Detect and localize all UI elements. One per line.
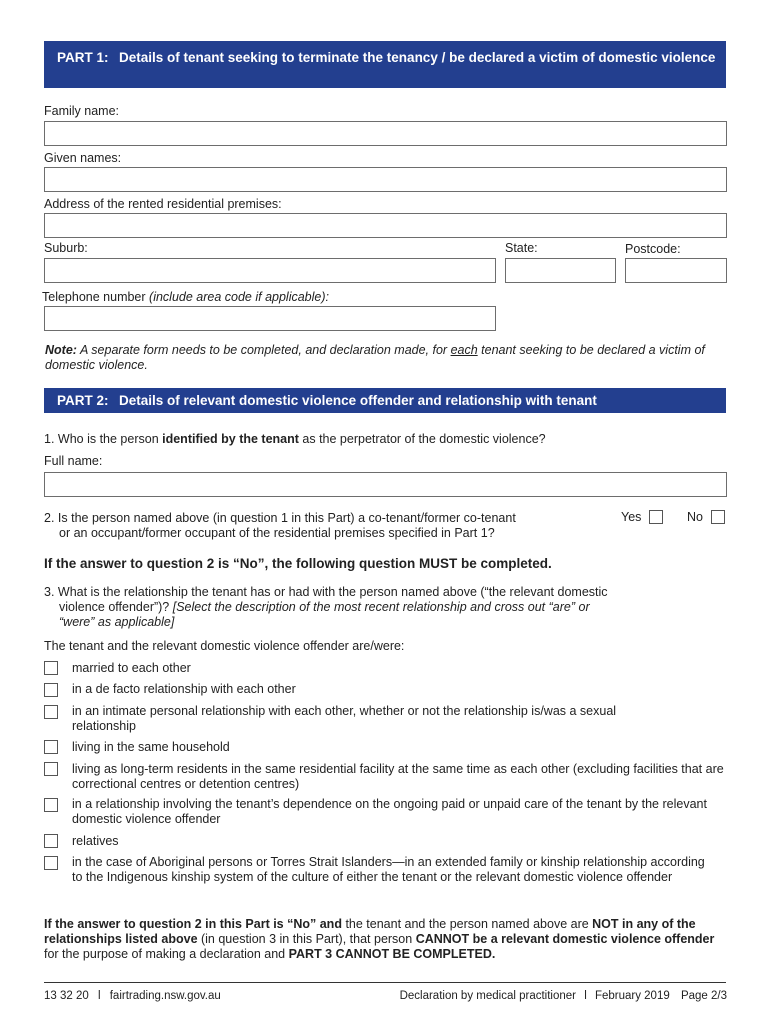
- footer-separator-2: l: [584, 990, 587, 1002]
- option-checkbox-married[interactable]: [44, 661, 58, 675]
- option-household: living in the same household: [72, 740, 230, 754]
- option-kinship: in the case of Aboriginal persons or Torres Strait Islanders—in an extended family or kinship relationship according to the Indigenous kinship system of the culture of either the tenant or the relevant domestic violence offender: [72, 855, 705, 884]
- final-b2: NOT in any of the relationships listed above: [44, 917, 696, 946]
- given-names-label: Given names:: [44, 151, 122, 165]
- option-checkbox-intimate[interactable]: [44, 705, 58, 719]
- no-label: No: [687, 510, 703, 524]
- no-checkbox[interactable]: [711, 510, 725, 524]
- given-names-field[interactable]: [44, 167, 727, 192]
- telephone-field[interactable]: [44, 306, 496, 331]
- note-text-1: A separate form needs to be completed, and declaration made, for: [76, 343, 451, 357]
- note-label: Note:: [45, 343, 77, 357]
- option-residential-facility: living as long-term residents in the same residential facility at the same time as each other (excluding facilities that are correctional centres or detention centres): [72, 762, 724, 791]
- part2-header: [44, 388, 726, 413]
- question-3-line3: “were” as applicable]: [59, 615, 175, 629]
- footer-website: fairtrading.nsw.gov.au: [109, 990, 221, 1002]
- full-name-label: Full name:: [44, 454, 103, 468]
- final-b3: CANNOT be a relevant domestic violence offender: [415, 932, 715, 946]
- footer-date: February 2019: [594, 990, 670, 1002]
- final-t3: for the purpose of making a declaration and: [44, 947, 289, 961]
- telephone-label-text: Telephone number: [42, 290, 150, 304]
- option-intimate: in an intimate personal relationship with each other, whether or not the relationship is/was a sexual relationship: [72, 704, 617, 733]
- footer-rule: [44, 982, 726, 983]
- option-checkbox-relatives[interactable]: [44, 834, 58, 848]
- part1-header: [44, 41, 726, 88]
- option-checkbox-de-facto[interactable]: [44, 683, 58, 697]
- q1-prefix: 1. Who is the person: [44, 432, 163, 446]
- final-b1: If the answer to question 2 in this Part is “No” and: [44, 917, 342, 931]
- q3-plain: violence offender”)?: [59, 600, 173, 614]
- final-t2: (in question 3 in this Part), that person: [197, 932, 416, 946]
- option-relatives: relatives: [72, 834, 119, 848]
- part2-title: Details of relevant domestic violence offender and relationship with tenant: [119, 393, 597, 408]
- state-field[interactable]: [505, 258, 616, 283]
- option-married: married to each other: [72, 661, 191, 675]
- part2-label: PART 2:: [57, 393, 109, 408]
- final-statement: [44, 917, 728, 962]
- footer-left: [44, 989, 221, 1004]
- address-label: Address of the rented residential premises:: [44, 197, 282, 211]
- address-field[interactable]: [44, 213, 727, 238]
- family-name-field[interactable]: [44, 121, 727, 146]
- part1-label: PART 1:: [57, 50, 109, 65]
- option-checkbox-residential-facility[interactable]: [44, 762, 58, 776]
- footer-code: 13 32 20: [44, 990, 89, 1002]
- full-name-field[interactable]: [44, 472, 727, 497]
- note-text-2: tenant seeking to be declared a victim of domestic violence.: [45, 343, 705, 372]
- final-t1: the tenant and the person named above are: [341, 917, 593, 931]
- q1-bold: identified by the tenant: [162, 432, 299, 446]
- suburb-label: Suburb:: [44, 241, 88, 255]
- postcode-field[interactable]: [625, 258, 727, 283]
- final-b4: PART 3 CANNOT BE COMPLETED.: [288, 947, 496, 961]
- option-checkbox-household[interactable]: [44, 740, 58, 754]
- telephone-label: [42, 290, 329, 305]
- question-3-line2: [59, 600, 590, 615]
- yes-checkbox[interactable]: [649, 510, 663, 524]
- question-2-line2: or an occupant/former occupant of the residential premises specified in Part 1?: [59, 526, 495, 540]
- q3-italic: [Select the description of the most recent relationship and cross out “are” or: [172, 600, 590, 614]
- footer-separator: l: [97, 990, 101, 1002]
- footer-doc-title: Declaration by medical practitioner: [399, 990, 576, 1002]
- note-each: each: [450, 343, 478, 357]
- must-complete-notice: If the answer to question 2 is “No”, the following question MUST be completed.: [44, 556, 552, 571]
- q1-suffix: as the perpetrator of the domestic violence?: [298, 432, 546, 446]
- state-label: State:: [505, 241, 538, 255]
- option-checkbox-care-dependence[interactable]: [44, 798, 58, 812]
- family-name-label: Family name:: [44, 104, 120, 118]
- question-3-line1: 3. What is the relationship the tenant has or had with the person named above (“the relevant domestic: [44, 585, 608, 599]
- relationship-intro: The tenant and the relevant domestic violence offender are/were:: [44, 639, 405, 653]
- yes-label: Yes: [621, 510, 642, 524]
- note: [45, 343, 715, 373]
- postcode-label: Postcode:: [625, 242, 681, 256]
- footer-page: Page 2/3: [680, 990, 727, 1002]
- part1-title: Details of tenant seeking to terminate the tenancy / be declared a victim of domestic violence: [119, 50, 716, 65]
- telephone-hint: (include area code if applicable):: [149, 290, 329, 304]
- option-checkbox-kinship[interactable]: [44, 856, 58, 870]
- suburb-field[interactable]: [44, 258, 496, 283]
- option-de-facto: in a de facto relationship with each other: [72, 682, 296, 696]
- question-2-line1: 2. Is the person named above (in question 1 in this Part) a co-tenant/former co-tenant: [44, 511, 516, 525]
- question-1: [44, 432, 546, 447]
- footer-right: [400, 989, 727, 1004]
- option-care-dependence: in a relationship involving the tenant’s dependence on the ongoing paid or unpaid care of the tenant by the relevant domestic violence offender: [72, 797, 707, 826]
